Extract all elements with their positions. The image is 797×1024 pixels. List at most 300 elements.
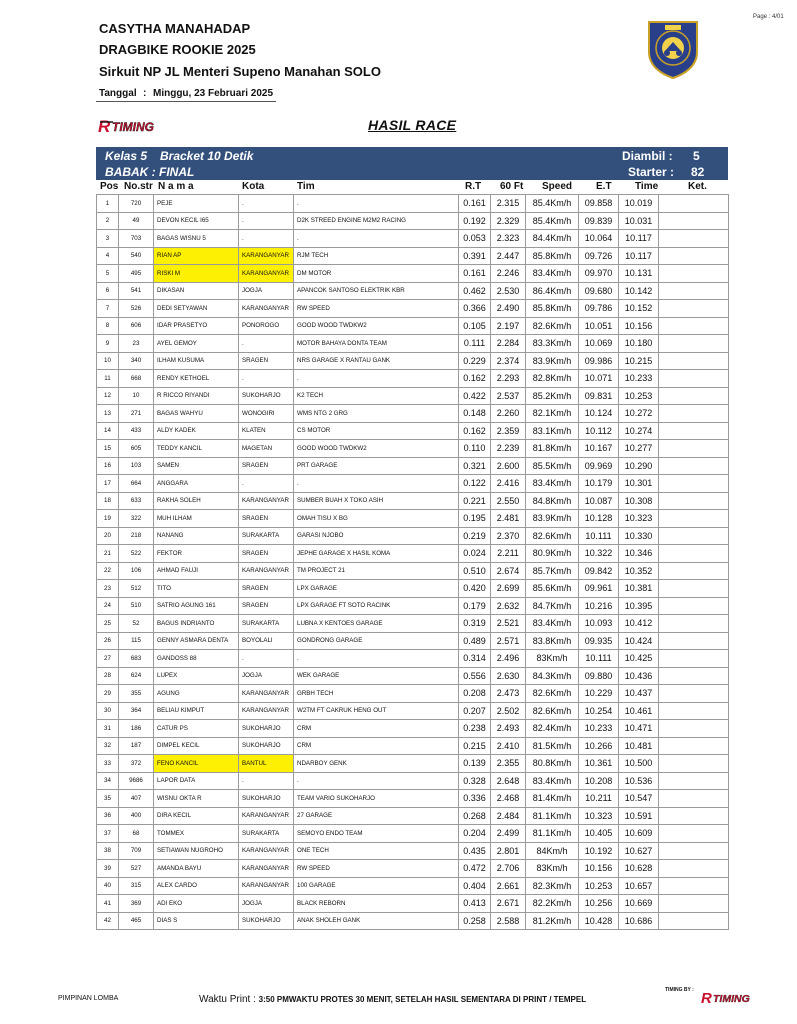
speed-cell: 85.8Km/h <box>526 300 579 318</box>
tim-cell: ONE TECH <box>294 842 459 860</box>
rt-cell: 0.435 <box>459 842 491 860</box>
ket-cell <box>659 720 729 738</box>
et-cell: 10.405 <box>579 825 619 843</box>
nama-cell: IDAR PRASETYO <box>154 317 239 335</box>
ket-cell <box>659 475 729 493</box>
no-str-cell: 52 <box>119 615 154 633</box>
ft60-cell: 2.284 <box>491 335 526 353</box>
kota-cell: KARANGANYAR <box>239 842 294 860</box>
table-row <box>97 492 729 510</box>
speed-cell: 81.5Km/h <box>526 737 579 755</box>
table-row <box>97 352 729 370</box>
speed-cell: 86.4Km/h <box>526 282 579 300</box>
time-cell: 10.031 <box>619 212 659 230</box>
no-str-cell: 606 <box>119 317 154 335</box>
et-cell: 10.179 <box>579 475 619 493</box>
diambil-value: 5 <box>693 149 700 163</box>
tim-cell: GRBH TECH <box>294 685 459 703</box>
speed-cell: 82.4Km/h <box>526 720 579 738</box>
no-str-cell: 512 <box>119 580 154 598</box>
rt-cell: 0.122 <box>459 475 491 493</box>
ket-cell <box>659 282 729 300</box>
ket-cell <box>659 597 729 615</box>
pos-cell: 41 <box>97 895 119 913</box>
table-row <box>97 597 729 615</box>
kota-cell: BANTUL <box>239 755 294 773</box>
kota-cell: BOYOLALI <box>239 632 294 650</box>
et-cell: 10.254 <box>579 702 619 720</box>
et-cell: 09.880 <box>579 667 619 685</box>
rt-cell: 0.404 <box>459 877 491 895</box>
nama-cell: TITO <box>154 580 239 598</box>
ft60-cell: 2.473 <box>491 685 526 703</box>
ft60-cell: 2.359 <box>491 422 526 440</box>
table-row <box>97 317 729 335</box>
ket-cell <box>659 195 729 213</box>
nama-cell: SAMEN <box>154 457 239 475</box>
kota-cell: KARANGANYAR <box>239 877 294 895</box>
rt-cell: 0.215 <box>459 737 491 755</box>
no-str-cell: 541 <box>119 282 154 300</box>
et-cell: 10.322 <box>579 545 619 563</box>
print-value: 3:50 PMWAKTU PROTES 30 MENIT, SETELAH HASIL SEMENTARA DI PRINT / TEMPEL <box>258 995 587 1004</box>
no-str-cell: 115 <box>119 632 154 650</box>
no-str-cell: 540 <box>119 247 154 265</box>
nama-cell: SATRIO AGUNG 161 <box>154 597 239 615</box>
time-cell: 10.352 <box>619 562 659 580</box>
et-cell: 10.361 <box>579 755 619 773</box>
time-cell: 10.308 <box>619 492 659 510</box>
speed-cell: 84.4Km/h <box>526 230 579 248</box>
nama-cell: FEKTOR <box>154 545 239 563</box>
time-cell: 10.471 <box>619 720 659 738</box>
tim-cell: RW SPEED <box>294 860 459 878</box>
kota-cell: . <box>239 650 294 668</box>
time-cell: 10.424 <box>619 632 659 650</box>
speed-cell: 81.4Km/h <box>526 790 579 808</box>
kota-cell: SUKOHARJO <box>239 737 294 755</box>
table-row <box>97 562 729 580</box>
no-str-cell: 106 <box>119 562 154 580</box>
nama-cell: ILHAM KUSUMA <box>154 352 239 370</box>
time-cell: 10.395 <box>619 597 659 615</box>
kota-cell: SUKOHARJO <box>239 720 294 738</box>
nama-cell: TEDDY KANCIL <box>154 440 239 458</box>
ft60-cell: 2.502 <box>491 702 526 720</box>
time-cell: 10.628 <box>619 860 659 878</box>
pos-cell: 26 <box>97 632 119 650</box>
tim-cell: CRM <box>294 720 459 738</box>
ket-cell <box>659 562 729 580</box>
rt-cell: 0.208 <box>459 685 491 703</box>
nama-cell: AMANDA BAYU <box>154 860 239 878</box>
no-str-cell: 218 <box>119 527 154 545</box>
kota-cell: SRAGEN <box>239 457 294 475</box>
nama-cell: AGUNG <box>154 685 239 703</box>
kota-cell: . <box>239 335 294 353</box>
date-colon: : <box>143 88 147 99</box>
pos-cell: 2 <box>97 212 119 230</box>
time-cell: 10.425 <box>619 650 659 668</box>
tim-cell: JEPHE GARAGE X HASIL KOMA <box>294 545 459 563</box>
kota-cell: . <box>239 772 294 790</box>
ft60-cell: 2.493 <box>491 720 526 738</box>
time-cell: 10.436 <box>619 667 659 685</box>
no-str-cell: 510 <box>119 597 154 615</box>
speed-cell: 81.1Km/h <box>526 807 579 825</box>
ket-cell <box>659 580 729 598</box>
et-cell: 10.071 <box>579 370 619 388</box>
kota-cell: . <box>239 195 294 213</box>
no-str-cell: 271 <box>119 405 154 423</box>
event-subtitle: DRAGBIKE ROOKIE 2025 <box>99 42 256 57</box>
ft60-cell: 2.490 <box>491 300 526 318</box>
babak-label: BABAK : FINAL <box>105 165 195 179</box>
pos-cell: 16 <box>97 457 119 475</box>
kelas-name: Bracket 10 Detik <box>160 149 254 163</box>
pos-cell: 4 <box>97 247 119 265</box>
et-cell: 10.124 <box>579 405 619 423</box>
rt-cell: 0.413 <box>459 895 491 913</box>
speed-cell: 82.6Km/h <box>526 685 579 703</box>
kota-cell: SRAGEN <box>239 352 294 370</box>
pos-cell: 9 <box>97 335 119 353</box>
tim-cell: PRT GARAGE <box>294 457 459 475</box>
rt-cell: 0.195 <box>459 510 491 528</box>
pos-cell: 5 <box>97 265 119 283</box>
table-row <box>97 545 729 563</box>
time-cell: 10.500 <box>619 755 659 773</box>
event-date-row <box>99 88 273 99</box>
rt-cell: 0.420 <box>459 580 491 598</box>
pos-cell: 30 <box>97 702 119 720</box>
ket-cell <box>659 737 729 755</box>
imi-badge-icon <box>645 18 701 80</box>
pos-cell: 29 <box>97 685 119 703</box>
tim-cell: GONDRONG GARAGE <box>294 632 459 650</box>
tim-cell: GOOD WOOD TWDKW2 <box>294 317 459 335</box>
rt-cell: 0.161 <box>459 265 491 283</box>
time-cell: 10.627 <box>619 842 659 860</box>
ket-cell <box>659 527 729 545</box>
ft60-cell: 2.260 <box>491 405 526 423</box>
pos-cell: 35 <box>97 790 119 808</box>
ft60-cell: 2.355 <box>491 755 526 773</box>
col-rt: R.T <box>465 181 482 192</box>
kota-cell: JOGJA <box>239 282 294 300</box>
et-cell: 10.112 <box>579 422 619 440</box>
nama-cell: MUH ILHAM <box>154 510 239 528</box>
rt-cell: 0.148 <box>459 405 491 423</box>
nama-cell: GENNY ASMARA DENTA <box>154 632 239 650</box>
pos-cell: 25 <box>97 615 119 633</box>
time-cell: 10.290 <box>619 457 659 475</box>
speed-cell: 85.8Km/h <box>526 247 579 265</box>
nama-cell: ALDY KADEK <box>154 422 239 440</box>
rt-cell: 0.110 <box>459 440 491 458</box>
kelas-label: Kelas 5 <box>105 149 148 163</box>
table-row <box>97 212 729 230</box>
pos-cell: 3 <box>97 230 119 248</box>
time-cell: 10.669 <box>619 895 659 913</box>
tim-cell: . <box>294 772 459 790</box>
ft60-cell: 2.588 <box>491 912 526 930</box>
nama-cell: ALEX CARDO <box>154 877 239 895</box>
nama-cell: ANGGARA <box>154 475 239 493</box>
ket-cell <box>659 702 729 720</box>
no-str-cell: 709 <box>119 842 154 860</box>
nama-cell: BELIAU KIMPUT <box>154 702 239 720</box>
et-cell: 09.726 <box>579 247 619 265</box>
ft60-cell: 2.447 <box>491 247 526 265</box>
table-row <box>97 807 729 825</box>
speed-cell: 83.4Km/h <box>526 475 579 493</box>
no-str-cell: 527 <box>119 860 154 878</box>
ft60-cell: 2.370 <box>491 527 526 545</box>
ft60-cell: 2.468 <box>491 790 526 808</box>
kota-cell: PONOROGO <box>239 317 294 335</box>
nama-cell: DIAS S <box>154 912 239 930</box>
table-row <box>97 772 729 790</box>
tim-cell: TM PROJECT 21 <box>294 562 459 580</box>
ket-cell <box>659 492 729 510</box>
nama-cell: DIKASAN <box>154 282 239 300</box>
table-row <box>97 527 729 545</box>
table-row <box>97 825 729 843</box>
no-str-cell: 522 <box>119 545 154 563</box>
pos-cell: 24 <box>97 597 119 615</box>
ft60-cell: 2.632 <box>491 597 526 615</box>
et-cell: 10.266 <box>579 737 619 755</box>
col-et: E.T <box>596 181 612 192</box>
kota-cell: SURAKARTA <box>239 615 294 633</box>
pos-cell: 37 <box>97 825 119 843</box>
speed-cell: 82.6Km/h <box>526 317 579 335</box>
rt-cell: 0.556 <box>459 667 491 685</box>
time-cell: 10.609 <box>619 825 659 843</box>
tim-cell: ANAK SHOLEH GANK <box>294 912 459 930</box>
rt-cell: 0.053 <box>459 230 491 248</box>
ft60-cell: 2.329 <box>491 212 526 230</box>
speed-cell: 83Km/h <box>526 860 579 878</box>
table-row <box>97 510 729 528</box>
ket-cell <box>659 230 729 248</box>
pos-cell: 14 <box>97 422 119 440</box>
pos-cell: 12 <box>97 387 119 405</box>
ft60-cell: 2.550 <box>491 492 526 510</box>
et-cell: 10.128 <box>579 510 619 528</box>
ft60-cell: 2.239 <box>491 440 526 458</box>
time-cell: 10.591 <box>619 807 659 825</box>
et-cell: 09.831 <box>579 387 619 405</box>
kota-cell: KARANGANYAR <box>239 685 294 703</box>
speed-cell: 82.2Km/h <box>526 895 579 913</box>
ft60-cell: 2.530 <box>491 282 526 300</box>
rt-cell: 0.489 <box>459 632 491 650</box>
starter-label: Starter : <box>628 165 675 179</box>
speed-cell: 85.5Km/h <box>526 457 579 475</box>
tim-cell: WEK GARAGE <box>294 667 459 685</box>
ft60-cell: 2.374 <box>491 352 526 370</box>
tim-cell: . <box>294 230 459 248</box>
rt-cell: 0.192 <box>459 212 491 230</box>
speed-cell: 83.9Km/h <box>526 352 579 370</box>
kota-cell: SUKOHARJO <box>239 912 294 930</box>
nama-cell: DEDI SETYAWAN <box>154 300 239 318</box>
pos-cell: 32 <box>97 737 119 755</box>
ket-cell <box>659 755 729 773</box>
no-str-cell: 703 <box>119 230 154 248</box>
table-row <box>97 895 729 913</box>
tim-cell: LPX GARAGE FT SOTO RACINK <box>294 597 459 615</box>
svg-text:R: R <box>98 117 111 134</box>
ft60-cell: 2.410 <box>491 737 526 755</box>
time-cell: 10.536 <box>619 772 659 790</box>
speed-cell: 81.1Km/h <box>526 825 579 843</box>
tim-cell: RW SPEED <box>294 300 459 318</box>
ft60-cell: 2.315 <box>491 195 526 213</box>
rt-cell: 0.268 <box>459 807 491 825</box>
et-cell: 09.970 <box>579 265 619 283</box>
no-str-cell: 340 <box>119 352 154 370</box>
rt-cell: 0.024 <box>459 545 491 563</box>
rt-timing-footer-logo-icon <box>700 989 768 1005</box>
table-row <box>97 737 729 755</box>
speed-cell: 81.8Km/h <box>526 440 579 458</box>
no-str-cell: 322 <box>119 510 154 528</box>
table-row <box>97 667 729 685</box>
timing-by-label: TIMING BY : <box>665 987 694 993</box>
pos-cell: 38 <box>97 842 119 860</box>
no-str-cell: 433 <box>119 422 154 440</box>
nama-cell: LUPEX <box>154 667 239 685</box>
no-str-cell: 683 <box>119 650 154 668</box>
speed-cell: 85.4Km/h <box>526 195 579 213</box>
time-cell: 10.412 <box>619 615 659 633</box>
ket-cell <box>659 825 729 843</box>
pos-cell: 13 <box>97 405 119 423</box>
pos-cell: 18 <box>97 492 119 510</box>
kota-cell: . <box>239 230 294 248</box>
nama-cell: RAKHA SOLEH <box>154 492 239 510</box>
time-cell: 10.323 <box>619 510 659 528</box>
kota-cell: KARANGANYAR <box>239 492 294 510</box>
pos-cell: 23 <box>97 580 119 598</box>
ft60-cell: 2.484 <box>491 807 526 825</box>
col-kota: Kota <box>242 181 265 192</box>
table-row <box>97 842 729 860</box>
et-cell: 10.051 <box>579 317 619 335</box>
ket-cell <box>659 370 729 388</box>
ket-cell <box>659 317 729 335</box>
kota-cell: SRAGEN <box>239 580 294 598</box>
ft60-cell: 2.699 <box>491 580 526 598</box>
time-cell: 10.277 <box>619 440 659 458</box>
et-cell: 10.256 <box>579 895 619 913</box>
kota-cell: JOGJA <box>239 895 294 913</box>
et-cell: 09.969 <box>579 457 619 475</box>
kota-cell: WONOGIRI <box>239 405 294 423</box>
rt-cell: 0.207 <box>459 702 491 720</box>
tim-cell: RJM TECH <box>294 247 459 265</box>
speed-cell: 82.3Km/h <box>526 877 579 895</box>
kota-cell: SUKOHARJO <box>239 790 294 808</box>
time-cell: 10.381 <box>619 580 659 598</box>
nama-cell: NANANG <box>154 527 239 545</box>
ft60-cell: 2.674 <box>491 562 526 580</box>
table-row <box>97 615 729 633</box>
no-str-cell: 624 <box>119 667 154 685</box>
ft60-cell: 2.293 <box>491 370 526 388</box>
no-str-cell: 103 <box>119 457 154 475</box>
kota-cell: KARANGANYAR <box>239 702 294 720</box>
table-row <box>97 440 729 458</box>
rt-cell: 0.111 <box>459 335 491 353</box>
nama-cell: SETIAWAN NUGROHO <box>154 842 239 860</box>
table-row <box>97 387 729 405</box>
table-row <box>97 475 729 493</box>
svg-text:TIMING: TIMING <box>713 993 750 1005</box>
nama-cell: WISNU OKTA R <box>154 790 239 808</box>
no-str-cell: 10 <box>119 387 154 405</box>
time-cell: 10.215 <box>619 352 659 370</box>
nama-cell: PEJE <box>154 195 239 213</box>
et-cell: 10.192 <box>579 842 619 860</box>
time-cell: 10.152 <box>619 300 659 318</box>
speed-cell: 85.2Km/h <box>526 387 579 405</box>
et-cell: 09.986 <box>579 352 619 370</box>
pos-cell: 33 <box>97 755 119 773</box>
tim-cell: 27 GARAGE <box>294 807 459 825</box>
et-cell: 09.680 <box>579 282 619 300</box>
col-60ft: 60 Ft <box>500 181 524 192</box>
kota-cell: KARANGANYAR <box>239 807 294 825</box>
rt-cell: 0.336 <box>459 790 491 808</box>
table-row <box>97 720 729 738</box>
ft60-cell: 2.521 <box>491 615 526 633</box>
pos-cell: 31 <box>97 720 119 738</box>
ket-cell <box>659 772 729 790</box>
kota-cell: KLATEN <box>239 422 294 440</box>
date-underline <box>96 101 276 102</box>
svg-text:TIMING: TIMING <box>112 120 154 134</box>
ft60-cell: 2.416 <box>491 475 526 493</box>
pos-cell: 22 <box>97 562 119 580</box>
speed-cell: 85.6Km/h <box>526 580 579 598</box>
speed-cell: 83.3Km/h <box>526 335 579 353</box>
table-row <box>97 405 729 423</box>
rt-cell: 0.422 <box>459 387 491 405</box>
ft60-cell: 2.671 <box>491 895 526 913</box>
speed-cell: 84.8Km/h <box>526 492 579 510</box>
ft60-cell: 2.496 <box>491 650 526 668</box>
table-row <box>97 912 729 930</box>
et-cell: 10.093 <box>579 615 619 633</box>
ft60-cell: 2.648 <box>491 772 526 790</box>
rt-cell: 0.366 <box>459 300 491 318</box>
speed-cell: 83.1Km/h <box>526 422 579 440</box>
speed-cell: 83.9Km/h <box>526 510 579 528</box>
ket-cell <box>659 405 729 423</box>
time-cell: 10.117 <box>619 230 659 248</box>
speed-cell: 80.9Km/h <box>526 545 579 563</box>
no-str-cell: 407 <box>119 790 154 808</box>
table-row <box>97 790 729 808</box>
ket-cell <box>659 422 729 440</box>
rt-timing-logo-icon <box>97 116 177 134</box>
ket-cell <box>659 440 729 458</box>
nama-cell: GANDOSS 88 <box>154 650 239 668</box>
